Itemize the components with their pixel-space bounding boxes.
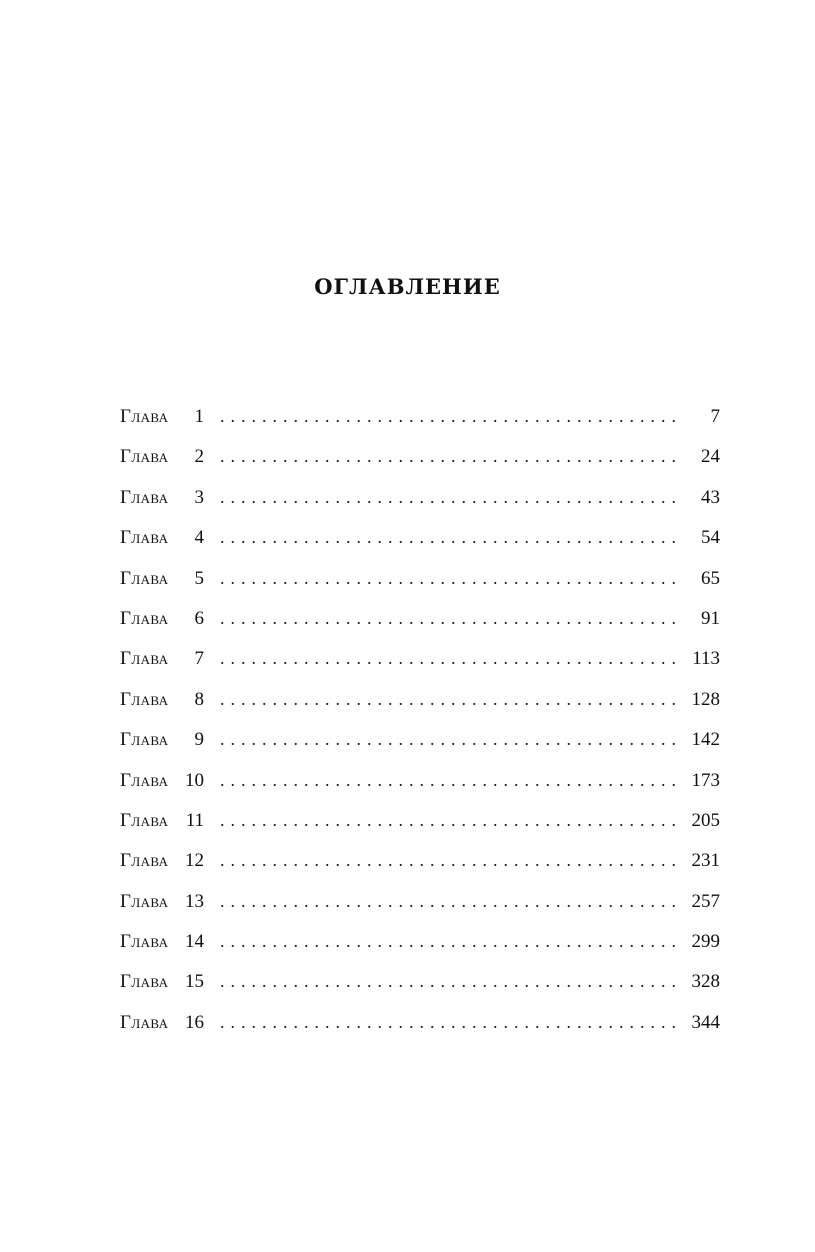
- page-number: 299: [691, 931, 720, 953]
- chapter-label: Глава: [120, 729, 169, 751]
- page-number: 142: [691, 729, 720, 751]
- chapter-label: Глава: [120, 809, 169, 831]
- chapter-label: Глава: [120, 527, 169, 549]
- chapter-number: 15: [185, 971, 204, 993]
- page-number: 43: [701, 486, 720, 508]
- dot-leader: [220, 1006, 678, 1038]
- toc-entry[interactable]: [120, 642, 720, 682]
- chapter-label: Глава: [120, 850, 169, 872]
- chapter-number: 2: [194, 446, 204, 468]
- chapter-label: Глава: [120, 406, 169, 427]
- page-number: 7: [710, 406, 720, 427]
- dot-leader: [220, 885, 678, 917]
- chapter-number: 13: [185, 890, 204, 912]
- page-number: 344: [691, 1011, 720, 1033]
- page-number: 328: [691, 971, 720, 993]
- chapter-label: Глава: [120, 486, 169, 508]
- dot-leader: [220, 925, 678, 957]
- chapter-label: Глава: [120, 567, 169, 589]
- toc-entry[interactable]: [120, 925, 720, 965]
- page-number: 205: [691, 809, 720, 831]
- dot-leader: [220, 683, 678, 715]
- page-number: 91: [701, 607, 720, 629]
- toc-entry[interactable]: [120, 844, 720, 884]
- page-number: 173: [691, 769, 720, 791]
- toc-entry[interactable]: [120, 965, 720, 1005]
- dot-leader: [220, 440, 678, 472]
- toc-entry[interactable]: [120, 723, 720, 763]
- dot-leader: [220, 723, 678, 755]
- chapter-number: 4: [194, 527, 204, 549]
- chapter-label: Глава: [120, 769, 169, 791]
- chapter-number: 7: [194, 648, 204, 670]
- toc-entry[interactable]: [120, 521, 720, 561]
- chapter-label: Глава: [120, 607, 169, 629]
- page-number: 54: [701, 527, 720, 549]
- chapter-label: Глава: [120, 648, 169, 670]
- chapter-number: 14: [185, 931, 204, 953]
- chapter-number: 12: [185, 850, 204, 872]
- toc-entry[interactable]: [120, 602, 720, 642]
- dot-leader: [220, 521, 678, 553]
- dot-leader: [220, 481, 678, 513]
- toc-entry[interactable]: [120, 562, 720, 602]
- page-number: 65: [701, 567, 720, 589]
- chapter-number: 8: [194, 688, 204, 710]
- page-number: 113: [692, 648, 720, 670]
- toc-entry[interactable]: [120, 481, 720, 521]
- dot-leader: [220, 804, 678, 836]
- toc-entry[interactable]: [120, 885, 720, 925]
- chapter-number: 9: [194, 729, 204, 751]
- chapter-number: 16: [185, 1011, 204, 1033]
- chapter-label: Глава: [120, 971, 169, 993]
- chapter-label: Глава: [120, 446, 169, 468]
- dot-leader: [220, 400, 678, 432]
- page-title: ОГЛАВЛЕНИЕ: [314, 274, 501, 299]
- dot-leader: [220, 844, 678, 876]
- dot-leader: [220, 562, 678, 594]
- chapter-number: 11: [185, 809, 204, 831]
- dot-leader: [220, 642, 678, 674]
- page-number: 257: [691, 890, 720, 912]
- dot-leader: [220, 965, 678, 997]
- page-number: 24: [701, 446, 720, 468]
- chapter-label: Глава: [120, 890, 169, 912]
- chapter-label: Глава: [120, 1011, 169, 1033]
- toc-entry[interactable]: [120, 764, 720, 804]
- chapter-number: 1: [194, 406, 204, 427]
- chapter-number: 6: [194, 607, 204, 629]
- toc-entry[interactable]: [120, 400, 720, 440]
- dot-leader: [220, 764, 678, 796]
- chapter-number: 10: [185, 769, 204, 791]
- toc-entry[interactable]: [120, 804, 720, 844]
- toc-entry[interactable]: [120, 440, 720, 480]
- toc-entry[interactable]: [120, 683, 720, 723]
- page-number: 231: [691, 850, 720, 872]
- dot-leader: [220, 602, 678, 634]
- page-number: 128: [691, 688, 720, 710]
- chapter-label: Глава: [120, 931, 169, 953]
- chapter-label: Глава: [120, 688, 169, 710]
- toc-entry[interactable]: [120, 1006, 720, 1046]
- chapter-number: 3: [194, 486, 204, 508]
- table-of-contents: [120, 400, 720, 1046]
- chapter-number: 5: [194, 567, 204, 589]
